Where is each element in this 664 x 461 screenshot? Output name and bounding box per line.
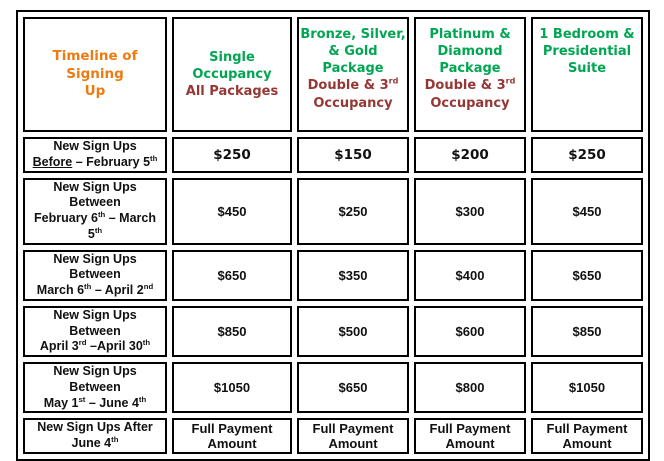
price-cell: $400 [414, 250, 526, 301]
price-cell: $150 [297, 137, 409, 173]
row-label: New Sign Ups Between February 6th – March 5th [23, 178, 167, 245]
row-label: New Sign Ups After June 4th [23, 418, 167, 454]
row-label: New Sign Ups Between March 6th – April 2nd [23, 250, 167, 301]
table-row [23, 306, 643, 357]
price-cell: $200 [414, 137, 526, 173]
row-label: New Sign Ups Before – February 5th [23, 137, 167, 173]
pricing-table [16, 10, 650, 461]
price-cell: $450 [531, 178, 643, 245]
header-timeline [23, 17, 167, 132]
header-single-occupancy-red: All Packages [185, 84, 279, 100]
header-bronze-silver-gold-green: Bronze, Silver, & Gold Package [300, 27, 406, 77]
price-cell: $250 [172, 137, 292, 173]
table-row [23, 250, 643, 301]
header-row [23, 17, 643, 132]
price-cell: Full Payment Amount [414, 418, 526, 454]
header-platinum-diamond-red: Double & 3rd Occupancy [424, 77, 516, 111]
header-platinum-diamond [414, 17, 526, 132]
row-label: New Sign Ups Between April 3rd –April 30th [23, 306, 167, 357]
price-cell: $450 [172, 178, 292, 245]
table-row [23, 137, 643, 173]
price-cell: Full Payment Amount [172, 418, 292, 454]
price-cell: $1050 [172, 362, 292, 413]
price-cell: $800 [414, 362, 526, 413]
header-single-occupancy-green: Single Occupancy [192, 49, 272, 82]
header-bronze-silver-gold [297, 17, 409, 132]
table-row [23, 362, 643, 413]
header-bedroom-presidential [531, 17, 643, 132]
price-cell: $650 [531, 250, 643, 301]
price-cell: $250 [531, 137, 643, 173]
price-cell: $650 [297, 362, 409, 413]
price-cell: $250 [297, 178, 409, 245]
price-cell: $600 [414, 306, 526, 357]
header-timeline-label: Timeline of Signing Up [52, 47, 138, 100]
price-cell: $1050 [531, 362, 643, 413]
row-label: New Sign Ups Between May 1st – June 4th [23, 362, 167, 413]
price-cell: Full Payment Amount [531, 418, 643, 454]
table-row [23, 418, 643, 454]
table-row [23, 178, 643, 245]
header-bronze-silver-gold-red: Double & 3rd Occupancy [307, 77, 399, 111]
price-cell: $850 [531, 306, 643, 357]
price-cell: Full Payment Amount [297, 418, 409, 454]
price-cell: $650 [172, 250, 292, 301]
price-cell: $850 [172, 306, 292, 357]
header-bedroom-presidential-green: 1 Bedroom & Presidential Suite [539, 27, 635, 77]
price-cell: $300 [414, 178, 526, 245]
price-cell: $500 [297, 306, 409, 357]
header-platinum-diamond-green: Platinum & Diamond Package [429, 27, 511, 77]
price-cell: $350 [297, 250, 409, 301]
header-single-occupancy [172, 17, 292, 132]
